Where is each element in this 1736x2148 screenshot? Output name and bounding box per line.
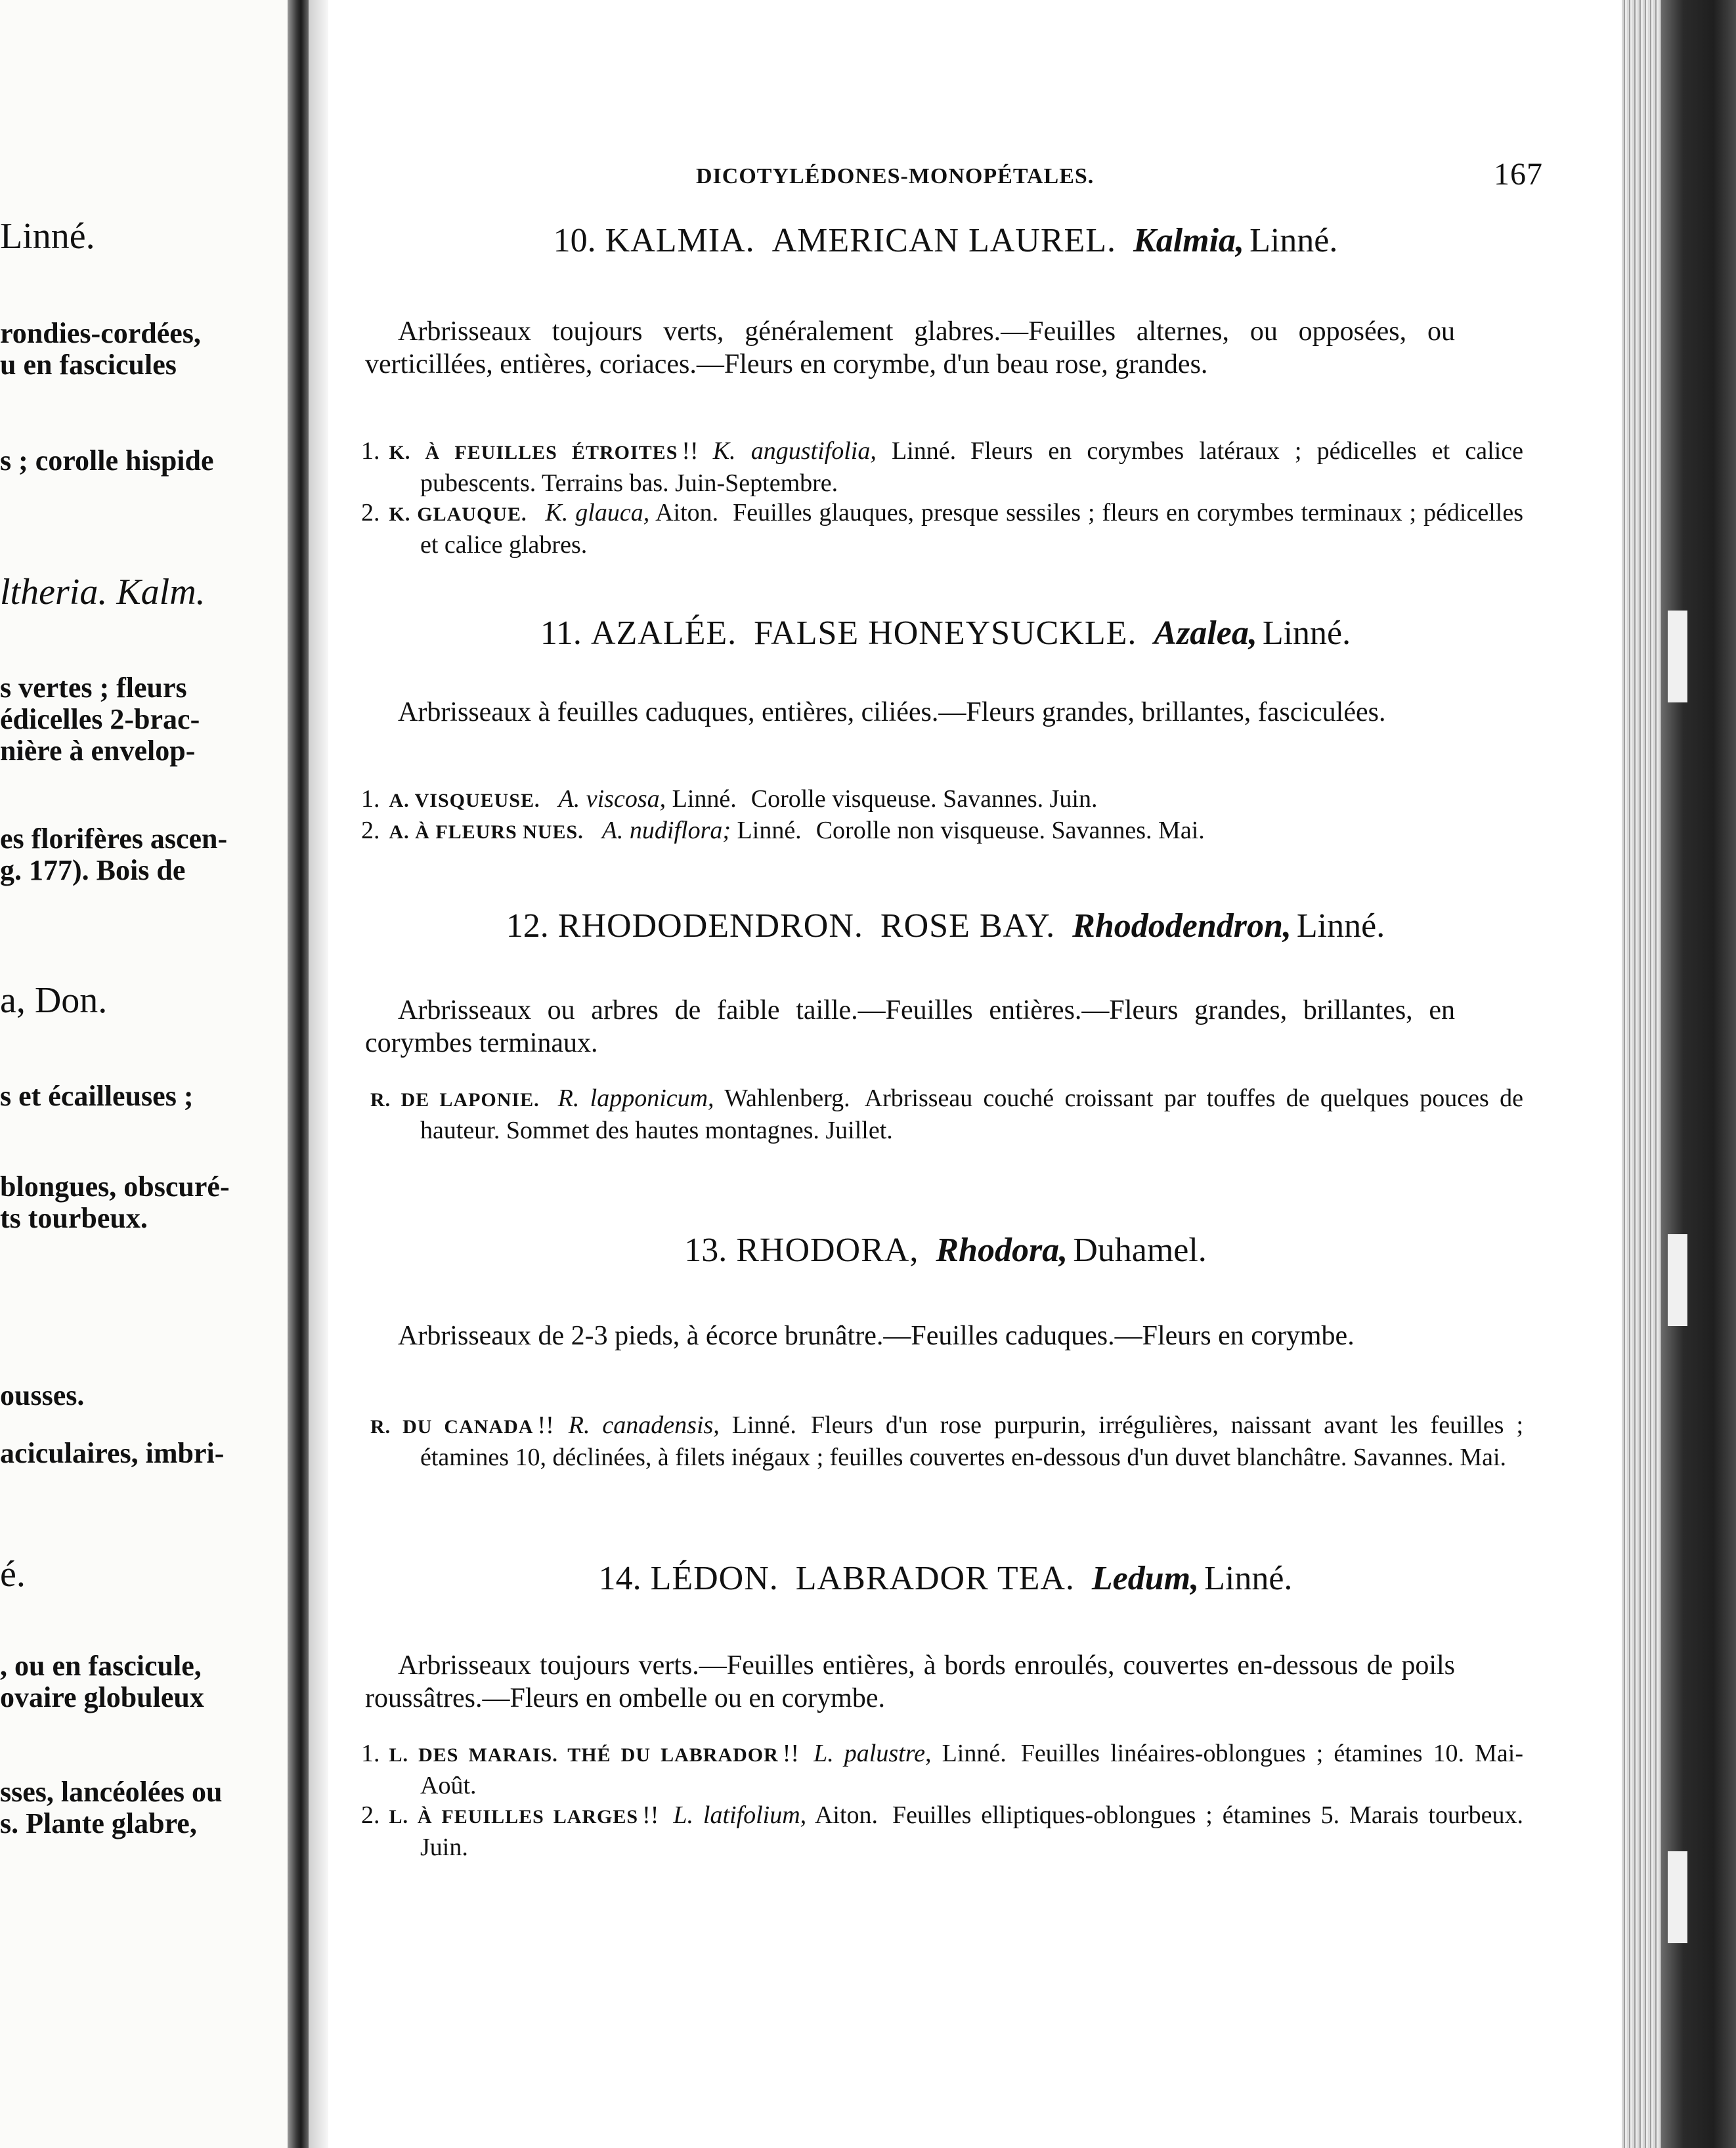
species-text: Feuilles elliptiques-oblongues ; étamines 5. Marais tourbeux. Juin. xyxy=(420,1801,1524,1861)
genus-heading-rhodora xyxy=(368,1230,1523,1271)
edge-mark xyxy=(1668,1234,1687,1326)
species-number: 1. xyxy=(361,437,380,465)
left-page-line: s et écailleuses ; xyxy=(0,1080,194,1112)
species-author: Linné. xyxy=(731,1411,796,1439)
left-facing-page xyxy=(0,0,289,2148)
species-common-name: L. À FEUILLES LARGES xyxy=(389,1806,639,1828)
species-common-name: K. GLAUQUE. xyxy=(389,504,527,525)
species-common-name: A. À FLEURS NUES. xyxy=(389,821,584,843)
species-mark: !! xyxy=(537,1411,554,1439)
species-number: 2. xyxy=(361,817,380,844)
species-scientific-name: A. nudiflora; xyxy=(601,817,731,844)
species-text: Feuilles linéaires-oblongues ; étamines 10. Mai-Août. xyxy=(420,1740,1524,1799)
species-number: 2. xyxy=(361,499,380,526)
genus-latin-name: Kalmia, xyxy=(1133,222,1245,259)
left-page-line: s ; corolle hispide xyxy=(0,444,214,477)
species-common-name: A. VISQUEUSE. xyxy=(389,790,540,811)
species-entry xyxy=(361,1410,1523,1472)
species-entry xyxy=(361,498,1523,560)
page-stack-edge xyxy=(1622,0,1661,2148)
left-page-line: s. Plante glabre, xyxy=(0,1807,197,1839)
species-author: Linné. xyxy=(892,437,957,465)
genus-english-name: LABRADOR TEA. xyxy=(795,1560,1075,1597)
left-page-line: nière à envelop- xyxy=(0,735,196,767)
left-page-line: édicelles 2-brac- xyxy=(0,703,200,735)
left-page-line: rondies-cordées, xyxy=(0,317,201,349)
species-author: Wahlenberg. xyxy=(724,1085,850,1112)
genus-french-name: RHODODENDRON. xyxy=(557,907,863,945)
left-page-line: s vertes ; fleurs xyxy=(0,672,187,704)
edge-mark xyxy=(1668,611,1687,702)
genus-latin-name: Azalea, xyxy=(1154,614,1257,652)
species-author: Aiton. xyxy=(655,499,719,526)
gutter-highlight xyxy=(309,0,328,2148)
species-author: Linné. xyxy=(672,785,737,813)
genus-heading-kalmia xyxy=(368,221,1523,261)
species-entry xyxy=(361,1800,1523,1862)
species-text: Feuilles glauques, presque sessiles ; fleurs en corymbes terminaux ; pédicelles et calice glabres. xyxy=(420,499,1523,559)
species-scientific-name: R. canadensis, xyxy=(568,1411,720,1439)
species-author: Linné. xyxy=(737,817,802,844)
genus-description: Arbrisseaux toujours verts.—Feuilles entières, à bords enroulés, couvertes en-dessous de poils roussâtres.—Fleurs en ombelle ou en corymbe. xyxy=(365,1650,1455,1713)
genus-description: Arbrisseaux ou arbres de faible taille.—Feuilles entières.—Fleurs grandes, brillantes, en corymbes terminaux. xyxy=(365,995,1455,1058)
left-page-line: ovaire globuleux xyxy=(0,1681,204,1713)
left-page-line: sses, lancéolées ou xyxy=(0,1776,223,1808)
species-scientific-name: L. palustre, xyxy=(814,1740,932,1767)
genus-author: Linné. xyxy=(1204,1560,1293,1597)
genus-heading-azalee xyxy=(368,613,1523,654)
edge-mark xyxy=(1668,1851,1687,1943)
book-cover-edge xyxy=(1661,0,1736,2148)
species-entry xyxy=(361,436,1523,498)
left-page-line: a, Don. xyxy=(0,980,108,1021)
species-common-name: L. DES MARAIS. THÉ DU LABRADOR xyxy=(389,1744,779,1766)
genus-english-name: FALSE HONEYSUCKLE. xyxy=(754,614,1137,652)
species-entry xyxy=(361,1738,1523,1801)
left-page-line: ltheria. Kalm. xyxy=(0,572,206,612)
species-text: Fleurs en corymbes latéraux ; pédicelles et calice pubescents. Terrains bas. Juin-Septembre. xyxy=(420,437,1524,497)
genus-french-name: LÉDON. xyxy=(650,1560,779,1597)
species-text: Arbrisseau couché croissant par touffes de quelques pouces de hauteur. Sommet des hautes montagnes. Juillet. xyxy=(420,1085,1523,1144)
species-scientific-name: K. glauca, xyxy=(545,499,650,526)
left-page-line: g. 177). Bois de xyxy=(0,854,186,886)
species-entry xyxy=(361,815,1523,848)
species-common-name: R. DU CANADA xyxy=(370,1416,534,1438)
genus-latin-name: Rhododendron, xyxy=(1072,907,1291,945)
species-number: 1. xyxy=(361,1740,380,1767)
species-entry xyxy=(361,784,1523,816)
genus-latin-name: Rhodora, xyxy=(936,1232,1068,1269)
species-mark: !! xyxy=(782,1740,800,1767)
species-author: Aiton. xyxy=(814,1801,879,1829)
running-title: DICOTYLÉDONES-MONOPÉTALES. xyxy=(696,164,1095,188)
left-page-line: ts tourbeux. xyxy=(0,1202,148,1234)
genus-author: Linné. xyxy=(1262,614,1351,652)
species-scientific-name: K. angustifolia, xyxy=(712,437,877,465)
left-page-line: ousses. xyxy=(0,1379,85,1411)
species-scientific-name: R. lapponicum, xyxy=(557,1085,714,1112)
species-common-name: K. À FEUILLES ÉTROITES xyxy=(389,442,678,463)
species-mark: !! xyxy=(642,1801,659,1829)
genus-latin-name: Ledum, xyxy=(1091,1560,1200,1597)
species-common-name: R. DE LAPONIE. xyxy=(370,1089,540,1111)
genus-french-name: AZALÉE. xyxy=(590,614,737,652)
genus-number: 10. xyxy=(553,222,596,259)
main-page xyxy=(328,0,1628,2148)
species-text: Fleurs d'un rose purpurin, irrégulières, naissant avant les feuilles ; étamines 10, déclinées, à filets inégaux ; feuilles couvertes en-dessous d'un duvet blanchâtre. Savannes. Mai. xyxy=(420,1411,1523,1471)
genus-description: Arbrisseaux à feuilles caduques, entières, ciliées.—Fleurs grandes, brillantes, fasciculées. xyxy=(398,697,1386,727)
species-text: Corolle non visqueuse. Savannes. Mai. xyxy=(815,817,1205,844)
left-page-line: , ou en fascicule, xyxy=(0,1650,202,1682)
genus-description: Arbrisseaux toujours verts, généralement glabres.—Feuilles alternes, ou opposées, ou verticillées, entières, coriaces.—Fleurs en corymbe, d'un beau rose, grandes. xyxy=(365,316,1455,379)
genus-french-name: KALMIA. xyxy=(605,222,755,259)
genus-author: Linné. xyxy=(1296,907,1385,945)
species-number: 2. xyxy=(361,1801,380,1829)
genus-english-name: AMERICAN LAUREL. xyxy=(771,222,1117,259)
page-number: 167 xyxy=(1494,157,1543,192)
species-number: 1. xyxy=(361,785,380,813)
left-page-line: é. xyxy=(0,1554,26,1595)
genus-number: 13. xyxy=(684,1232,727,1269)
genus-author: Duhamel. xyxy=(1073,1232,1207,1269)
species-scientific-name: A. viscosa, xyxy=(558,785,666,813)
species-text: Corolle visqueuse. Savannes. Juin. xyxy=(750,785,1098,813)
genus-french-name: RHODORA, xyxy=(736,1232,919,1269)
left-page-line: u en fascicules xyxy=(0,349,177,381)
genus-number: 11. xyxy=(540,614,582,652)
species-mark: !! xyxy=(682,437,699,465)
genus-description: Arbrisseaux de 2-3 pieds, à écorce brunâtre.—Feuilles caduques.—Fleurs en corymbe. xyxy=(398,1321,1355,1351)
genus-number: 12. xyxy=(506,907,549,945)
left-page-line: blongues, obscuré- xyxy=(0,1171,230,1203)
book-gutter xyxy=(288,0,310,2148)
genus-author: Linné. xyxy=(1249,222,1338,259)
genus-english-name: ROSE BAY. xyxy=(880,907,1056,945)
species-scientific-name: L. latifolium, xyxy=(673,1801,807,1829)
genus-number: 14. xyxy=(598,1560,641,1597)
species-author: Linné. xyxy=(942,1740,1007,1767)
left-page-line: es florifères ascen- xyxy=(0,823,228,855)
genus-heading-rhododendron xyxy=(368,906,1523,947)
species-entry xyxy=(361,1083,1523,1146)
genus-heading-ledon xyxy=(368,1558,1523,1599)
left-page-line: Linné. xyxy=(0,216,95,257)
left-page-line: aciculaires, imbri- xyxy=(0,1437,225,1469)
